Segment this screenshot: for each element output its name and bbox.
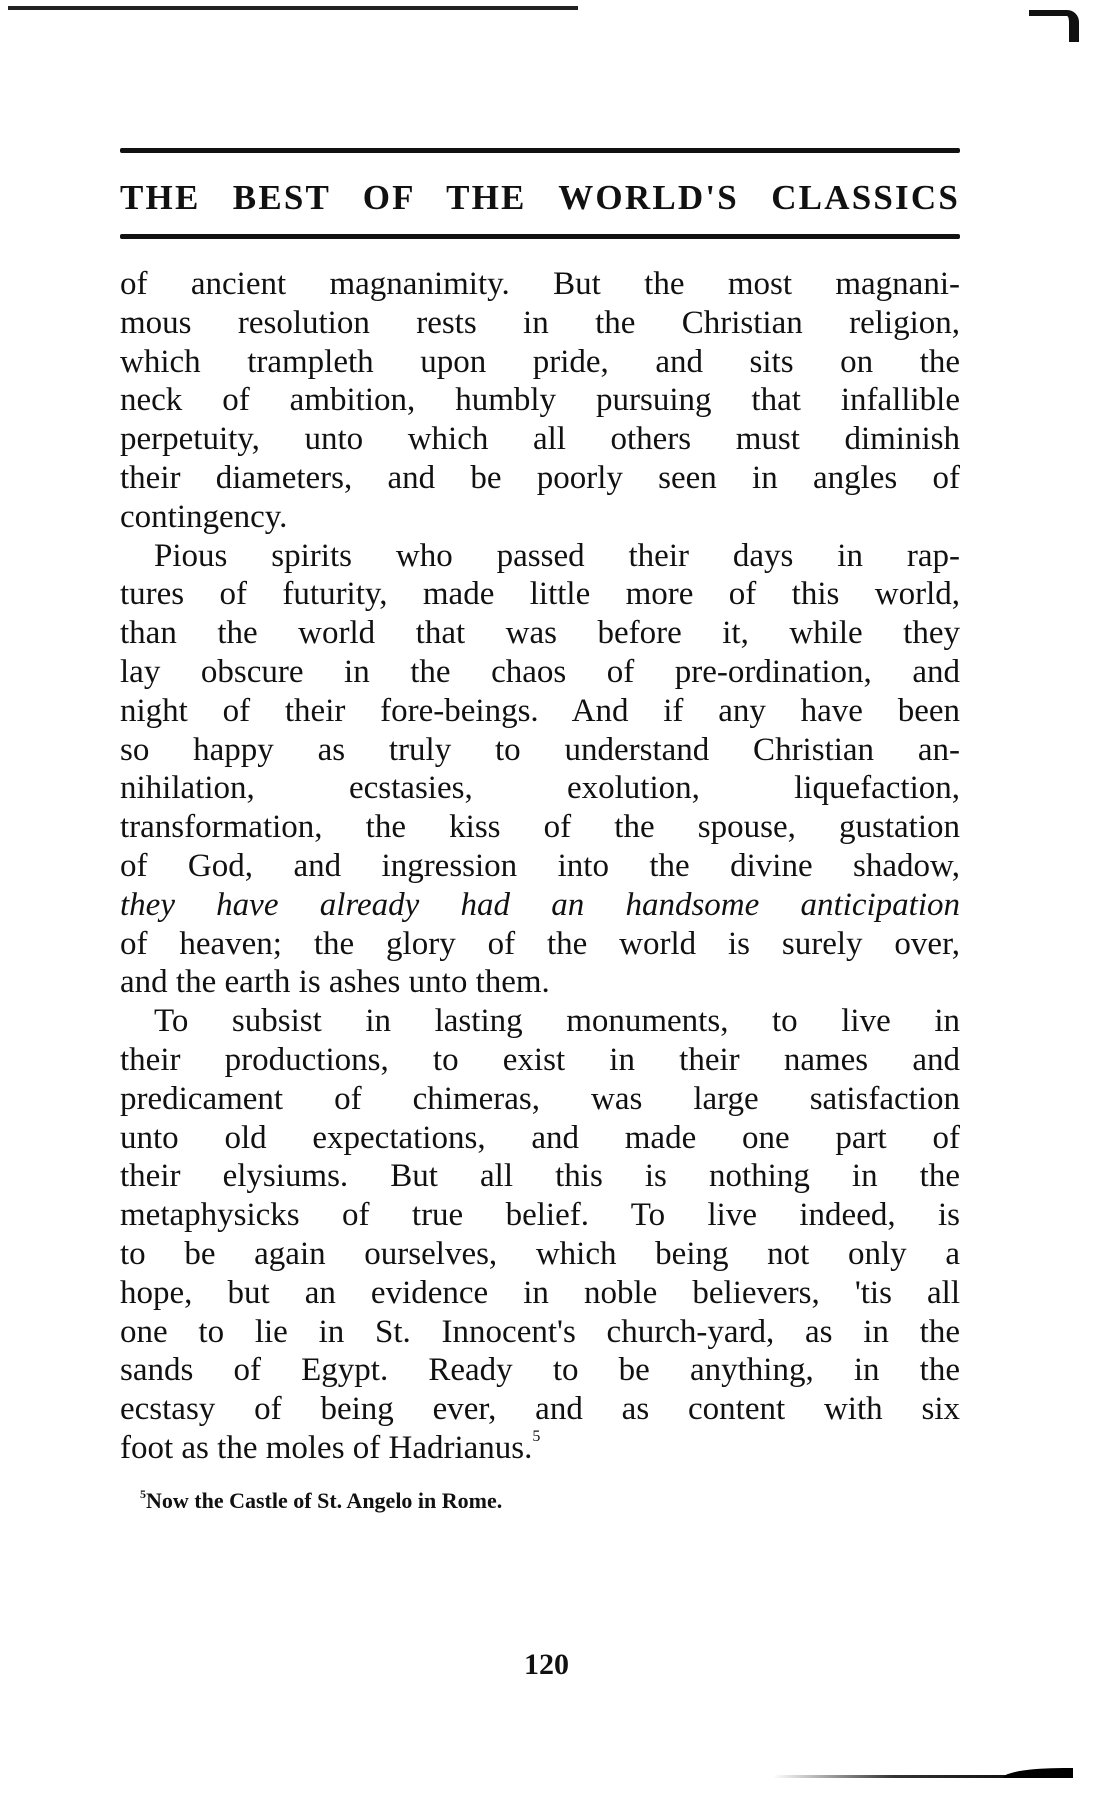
- page-number: 120: [524, 1648, 569, 1681]
- text-line: of heaven; the glory of the world is surely over,: [120, 925, 960, 962]
- text-line: of God, and ingression into the divine shadow,: [120, 847, 960, 884]
- running-header: THE BEST OF THE WORLD'S CLASSICS: [120, 178, 960, 217]
- footnote: [140, 1488, 502, 1514]
- body-text: [120, 265, 960, 1468]
- text-line: sands of Egypt. Ready to be anything, in the: [120, 1352, 960, 1389]
- text-line: transformation, the kiss of the spouse, gustation: [120, 809, 960, 846]
- text-line: so happy as truly to understand Christian an-: [120, 731, 960, 768]
- scan-edge-bottom-mark: [1003, 1768, 1073, 1778]
- footnote-reference: 5: [532, 1427, 541, 1445]
- scan-corner-mark: [1029, 10, 1079, 42]
- text-line: perpetuity, unto which all others must diminish: [120, 421, 960, 458]
- text-line: their elysiums. But all this is nothing in the: [120, 1158, 960, 1195]
- header-rule-bottom: [120, 234, 960, 239]
- text-line: metaphysicks of true belief. To live indeed, is: [120, 1197, 960, 1234]
- text-line: and the earth is ashes unto them.: [120, 964, 550, 1001]
- text-line: unto old expectations, and made one part of: [120, 1119, 960, 1156]
- text-line: contingency.: [120, 498, 288, 535]
- header-rule-top: [120, 148, 960, 153]
- text-line: their diameters, and be poorly seen in angles of: [120, 459, 960, 496]
- text-line: neck of ambition, humbly pursuing that infallible: [120, 382, 960, 419]
- text-line: nihilation, ecstasies, exolution, liquefaction,: [120, 770, 960, 807]
- footnote-text: Now the Castle of St. Angelo in Rome.: [146, 1488, 503, 1513]
- text-line: mous resolution rests in the Christian religion,: [120, 304, 960, 341]
- text-line: they have already had an handsome anticipation: [120, 886, 960, 923]
- text-line: ecstasy of being ever, and as content with six: [120, 1391, 960, 1428]
- text-line: than the world that was before it, while they: [120, 615, 960, 652]
- text-line: To subsist in lasting monuments, to live in: [154, 1003, 960, 1040]
- scan-edge-top: [8, 6, 578, 10]
- text-line: predicament of chimeras, was large satisfaction: [120, 1080, 960, 1117]
- text-line: which trampleth upon pride, and sits on the: [120, 343, 960, 380]
- text-line: tures of futurity, made little more of this world,: [120, 576, 960, 613]
- text-line: hope, but an evidence in noble believers, 'tis all: [120, 1274, 960, 1311]
- text-line: Pious spirits who passed their days in rap-: [154, 537, 960, 574]
- footnote-marker: 5: [140, 1487, 146, 1501]
- text-line: to be again ourselves, which being not only a: [120, 1235, 960, 1272]
- text-line: night of their fore-beings. And if any have been: [120, 692, 960, 729]
- text-line: their productions, to exist in their names and: [120, 1041, 960, 1078]
- text-line: lay obscure in the chaos of pre-ordination, and: [120, 653, 960, 690]
- text-line: one to lie in St. Innocent's church-yard, as in the: [120, 1313, 960, 1350]
- text-line: foot as the moles of Hadrianus.$^5$: [120, 1427, 541, 1466]
- text-line: of ancient magnanimity. But the most magnani-: [120, 266, 960, 302]
